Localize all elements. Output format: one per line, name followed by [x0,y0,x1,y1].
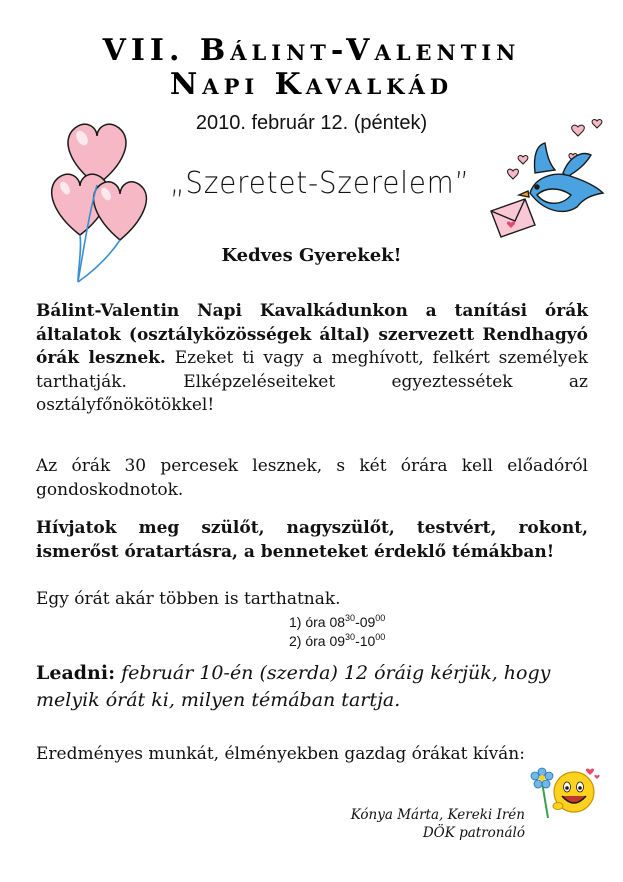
motto-text: „Szeretet-Szerelem” [170,166,470,201]
schedule-row-2: 2) óra $09^{30}-10^{00}$ [289,632,386,649]
paragraph-1-bold: Bálint-Valentin Napi Kavalkádunkon a tanítási órák általatok (osztályközösségek által) szervezett Rendhagyó órák lesznek. [36,301,588,368]
paragraph-hivjatok-meg [36,517,588,564]
bird-beak [519,191,529,197]
title-line-1: VII. Bálint-Valentin [102,33,521,68]
bird-wing-top [534,143,555,173]
smiley-flower-illustration [528,762,600,824]
signature-block [300,806,525,842]
bird-wing-right [563,154,591,177]
deadline-label: Leadni: [36,662,116,684]
small-heart-1 [572,125,585,136]
paragraph-3-bold: Hívjatok meg szülőt, nagyszülőt, testvért, rokont, ismerőst óratartásra, a benneteket érdeklő témákban! [36,518,588,562]
small-heart-3 [508,169,519,179]
deadline-text: február 10-én (szerda) 12 óráig kérjük, hogy melyik órát ki, milyen témában tartja. [36,662,551,711]
bird-eye [535,185,539,189]
deadline-paragraph [36,660,596,714]
signature-names: Kónya Márta, Kereki Irén [350,807,525,823]
greeting-heading: Kedves Gyerekek! [221,245,402,266]
closing-text: Eredményes munkát, élményekben gazdag órákat kíván: [36,744,525,764]
paragraph-30-perc: Az órák 30 percesek lesznek, s két órára kell előadóról gondoskodnotok. [36,456,588,500]
title-line-2: Napi Kavalkád [169,67,454,102]
event-date: 2010. február 12. (péntek) [195,112,428,134]
flower-icon [531,768,553,818]
paragraph-rendhagyo-orak [36,300,588,418]
paragraph-1-normal: Ezeket ti vagy a meghívott, felkért személyek tarthatják. Elképzeléseiteket egyeztessétek az osztályfőnökötökkel! [36,348,588,415]
schedule-row-1: 1) óra $08^{30}-09^{00}$ [289,613,386,630]
signature-role: DÖK patronáló [422,825,525,841]
small-heart-2 [592,120,602,128]
paragraph-tobben-is: Egy órát akár többen is tarthatnak. [36,589,341,609]
bird-envelope-illustration [485,115,610,240]
small-heart-4 [518,156,528,164]
envelope [491,199,535,237]
smiley-icon [553,772,594,812]
